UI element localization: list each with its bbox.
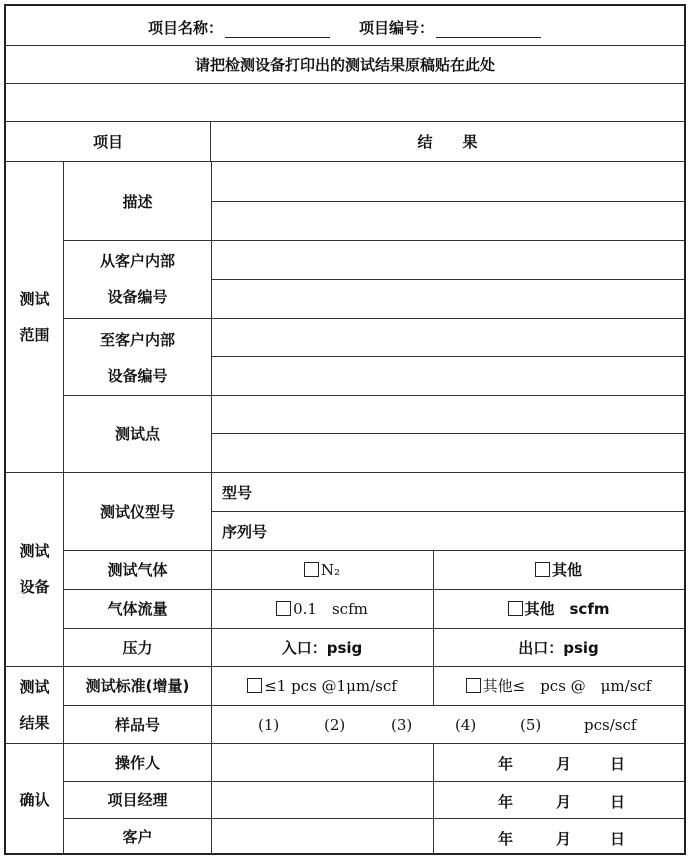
pressure-label: 压力 [122, 638, 153, 657]
standard-option-other[interactable] [433, 666, 684, 705]
gas-n2-option[interactable] [211, 550, 433, 589]
standard-checkbox-1[interactable] [247, 678, 262, 693]
gas-other-option[interactable] [433, 550, 684, 589]
customer-label: 客户 [122, 828, 153, 846]
test-gas-label: 测试气体 [107, 561, 168, 579]
flow-checkbox-1[interactable] [276, 601, 291, 616]
standard-checkbox-other[interactable] [466, 678, 481, 693]
inlet-field: 入口：psig [281, 638, 363, 657]
manager-month: 月 [556, 793, 572, 811]
result-header: 结 果 [417, 133, 478, 151]
describe-midline [211, 201, 684, 202]
result-group-line1: 测试 [19, 678, 50, 696]
test-point-label: 测试点 [114, 425, 160, 443]
standard-option-other-text: 其他≤ pcs @ μm/scf [482, 677, 652, 695]
test-report-form [4, 4, 686, 855]
instrument-model-label: 测试仪型号 [99, 502, 175, 521]
scope-group-label [6, 281, 63, 353]
flow-option-1[interactable] [211, 589, 433, 628]
to-label [64, 322, 211, 394]
customer-day: 日 [610, 830, 626, 848]
from-line1: 从客户内部 [99, 252, 175, 270]
equipment-group-line1: 测试 [19, 542, 50, 560]
customer-signature[interactable] [211, 818, 433, 855]
from-bottom [63, 318, 684, 319]
model-midline [211, 511, 684, 512]
item-header: 项目 [6, 122, 211, 161]
gas-other-text: 其他 [551, 561, 582, 579]
to-midline [211, 356, 684, 357]
scope-group-line1: 测试 [19, 290, 50, 308]
from-label [64, 243, 211, 315]
standard-option-1[interactable] [211, 666, 433, 705]
project-no-label: 项目编号： [359, 19, 435, 37]
describe-bottom [63, 240, 684, 241]
to-line1: 至客户内部 [99, 331, 175, 349]
customer-month: 月 [556, 830, 572, 848]
operator-signature[interactable] [211, 743, 433, 781]
operator-year: 年 [498, 755, 514, 773]
sample-4: (4) [455, 716, 477, 734]
sample-3: (3) [391, 716, 413, 734]
serial-label: 序列号 [222, 523, 268, 541]
model-label: 型号 [222, 484, 253, 502]
from-midline [211, 279, 684, 280]
standard-option-1-text: ≤1 pcs @1μm/scf [264, 676, 397, 695]
flow-other-text: 其他 scfm [524, 600, 610, 618]
sample-unit: pcs/scf [584, 716, 637, 734]
project-no-blank[interactable] [436, 23, 541, 38]
manager-year: 年 [498, 793, 514, 811]
from-line2: 设备编号 [107, 288, 168, 306]
paste-area[interactable] [6, 84, 684, 122]
operator-label: 操作人 [114, 753, 160, 772]
project-name-field [148, 17, 330, 38]
manager-label: 项目经理 [107, 791, 168, 809]
sample-5: (5) [520, 716, 542, 734]
project-name-label: 项目名称： [148, 19, 224, 37]
gas-n2-checkbox[interactable] [304, 562, 319, 577]
gas-n2-text: N₂ [320, 560, 341, 579]
header-row [6, 6, 684, 46]
instruction-row [6, 46, 684, 84]
equipment-group-label [6, 533, 63, 605]
confirm-group-label: 确认 [19, 790, 50, 809]
confirm-split [433, 743, 434, 855]
flow-checkbox-other[interactable] [508, 601, 523, 616]
sample-no-label: 样品号 [114, 715, 160, 734]
operator-day: 日 [610, 755, 626, 773]
column-header-row [6, 122, 684, 162]
manager-signature[interactable] [211, 781, 433, 818]
result-group-line2: 结果 [19, 714, 50, 732]
outlet-field: 出口：psig [518, 638, 599, 657]
sample-2: (2) [324, 716, 346, 734]
operator-month: 月 [556, 755, 572, 773]
gas-flow-label: 气体流量 [107, 600, 168, 618]
customer-year: 年 [498, 830, 514, 848]
flow-option-other[interactable] [433, 589, 684, 628]
sample-1: (1) [258, 716, 280, 734]
manager-day: 日 [610, 793, 626, 811]
to-line2: 设备编号 [107, 367, 168, 385]
scope-group-line2: 范围 [19, 326, 50, 344]
equipment-group-line2: 设备 [19, 578, 50, 596]
instruction-text: 请把检测设备打印出的测试结果原稿贴在此处 [194, 56, 495, 74]
result-group-label [6, 669, 63, 741]
project-no-field [359, 17, 541, 38]
test-point-midline [211, 433, 684, 434]
describe-label: 描述 [122, 192, 153, 211]
gas-other-checkbox[interactable] [535, 562, 550, 577]
standard-label: 测试标准(增量) [85, 677, 190, 695]
project-name-blank[interactable] [225, 23, 330, 38]
flow-value-text: 0.1 scfm [293, 600, 368, 618]
